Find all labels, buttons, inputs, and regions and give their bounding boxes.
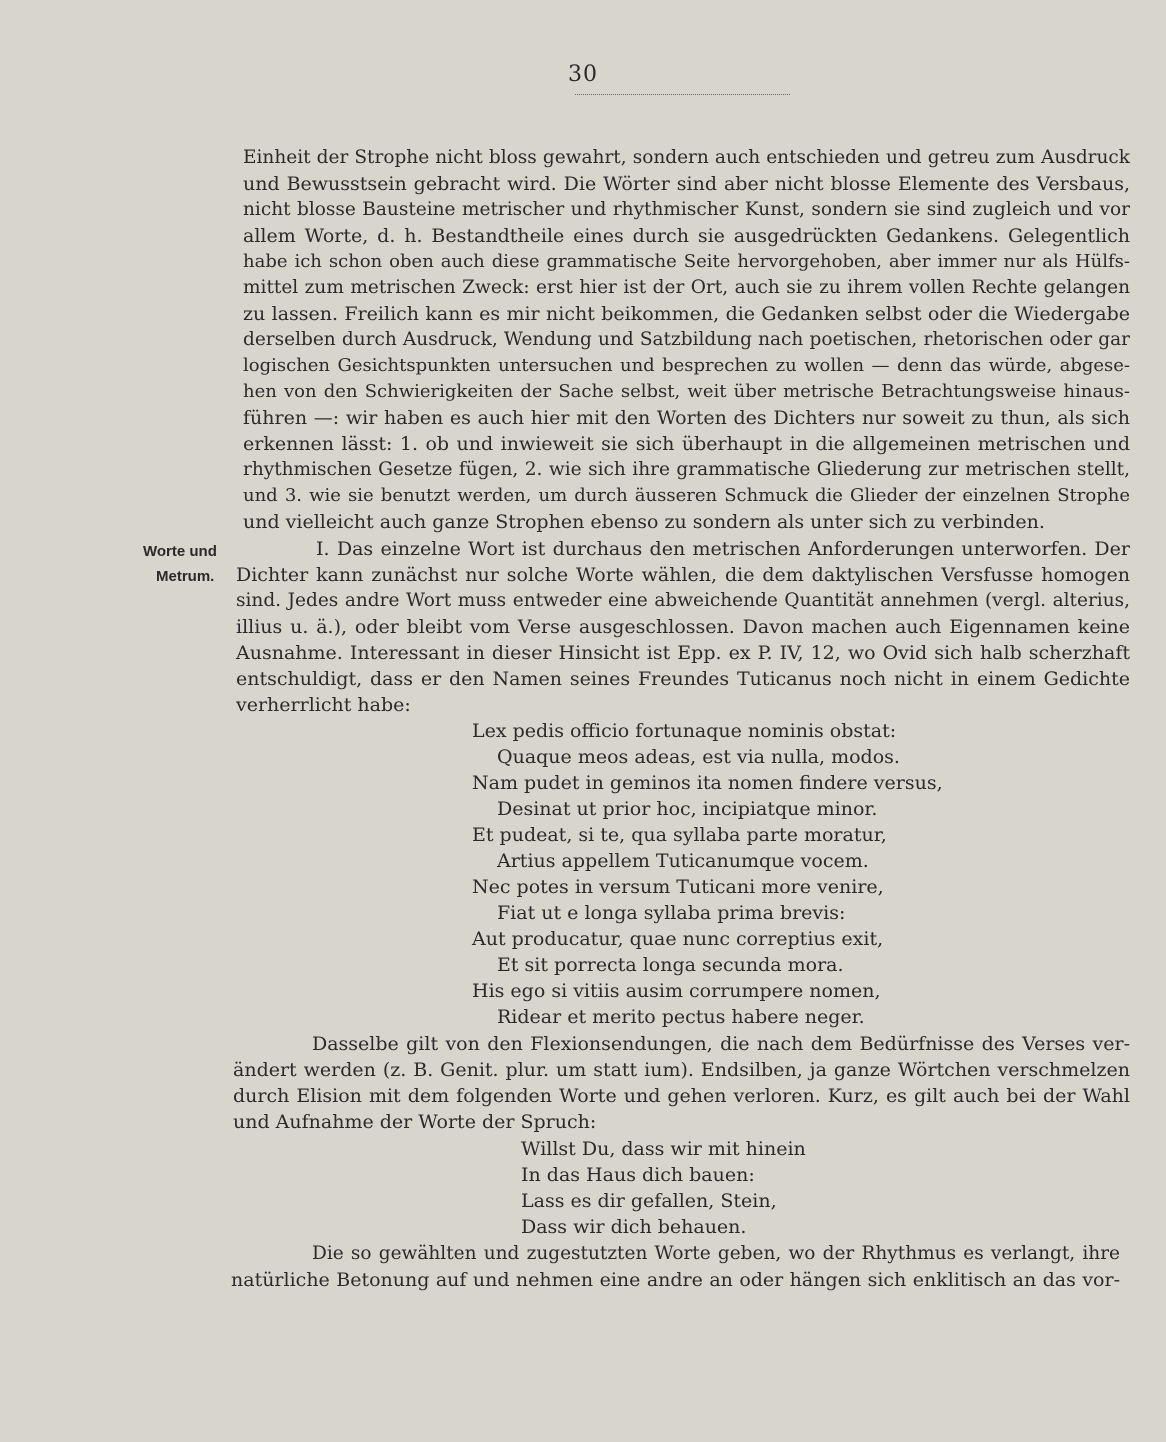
- text-line: hen von den Schwierigkeiten der Sache selbst, weit über metrische Betrachtungsweise hinaus-: [243, 381, 1130, 402]
- poem-line: Desinat ut prior hoc, incipiatque minor.: [497, 798, 878, 820]
- text-line: illius u. ä.), oder bleibt vom Verse ausgeschlossen. Davon machen auch Eigennamen keine: [236, 616, 1130, 638]
- text-line: Ausnahme. Interessant in dieser Hinsicht ist Epp. ex P. IV, 12, wo Ovid sich halb scherzhaft: [236, 642, 1130, 664]
- poem-line: His ego si vitiis ausim corrumpere nomen,: [472, 980, 881, 1002]
- poem-line: Et sit porrecta longa secunda mora.: [497, 954, 844, 976]
- header-rule: [575, 88, 790, 95]
- poem-line: Artius appellem Tuticanumque vocem.: [497, 850, 869, 872]
- text-line: führen —: wir haben es auch hier mit den Worten des Dichters nur soweit zu thun, als sich: [243, 407, 1130, 429]
- text-line: logischen Gesichtspunkten untersuchen und besprechen zu wollen — denn das würde, abgese-: [243, 355, 1130, 376]
- verse-line: Dass wir dich behauen.: [521, 1216, 747, 1238]
- text-line: Dichter kann zunächst nur solche Worte wählen, die dem daktylischen Versfusse homogen: [236, 564, 1130, 586]
- poem-line: Lex pedis officio fortunaque nominis obstat:: [472, 720, 897, 742]
- poem-line: Et pudeat, si te, qua syllaba parte moratur,: [472, 824, 887, 846]
- page-number: 30: [568, 62, 598, 87]
- poem-line: Nec potes in versum Tuticani more venire,: [472, 876, 884, 898]
- margin-note-line-2: Metrum.: [156, 568, 215, 585]
- text-line: I. Das einzelne Wort ist durchaus den metrischen Anforderungen unterworfen. Der: [316, 538, 1130, 560]
- text-line: zu lassen. Freilich kann es mir nicht beikommen, die Gedanken selbst oder die Wiedergabe: [243, 303, 1130, 325]
- text-line: und 3. wie sie benutzt werden, um durch äusseren Schmuck die Glieder der einzelnen Strophe: [243, 485, 1130, 506]
- verse-line: Lass es dir gefallen, Stein,: [521, 1190, 777, 1212]
- text-line: sind. Jedes andre Wort muss entweder eine abweichende Quantität annehmen (vergl. alterius,: [236, 590, 1130, 611]
- text-line: allem Worte, d. h. Bestandtheile eines durch sie ausgedrückten Gedankens. Gelegentlich: [243, 225, 1130, 247]
- text-line: habe ich schon oben auch diese grammatische Seite hervorgehoben, aber immer nur als Hülfs-: [243, 251, 1130, 272]
- poem-line: Fiat ut e longa syllaba prima brevis:: [497, 902, 846, 924]
- text-line: Die so gewählten und zugestutzten Worte geben, wo der Rhythmus es verlangt, ihre: [312, 1243, 1120, 1264]
- text-line: und Bewusstsein gebracht wird. Die Wörter sind aber nicht blosse Elemente des Versbaus,: [243, 173, 1130, 195]
- verse-line: Willst Du, dass wir mit hinein: [521, 1138, 806, 1160]
- text-line: erkennen lässt: 1. ob und inwieweit sie sich überhaupt in die allgemeinen metrischen und: [243, 433, 1130, 455]
- text-line: rhythmischen Gesetze fügen, 2. wie sich ihre grammatische Gliederung zur metrischen stellt,: [243, 459, 1130, 480]
- poem-line: Ridear et merito pectus habere neger.: [497, 1006, 865, 1028]
- text-line: nicht blosse Bausteine metrischer und rhythmischer Kunst, sondern sie sind zugleich und vor: [243, 199, 1130, 220]
- text-line: entschuldigt, dass er den Namen seines Freundes Tuticanus noch nicht in einem Gedichte: [236, 668, 1130, 690]
- text-line: mittel zum metrischen Zweck: erst hier ist der Ort, auch sie zu ihrem vollen Rechte gelangen: [243, 277, 1130, 298]
- text-line: derselben durch Ausdruck, Wendung und Satzbildung nach poetischen, rhetorischen oder gar: [243, 329, 1130, 350]
- text-line: Einheit der Strophe nicht bloss gewahrt, sondern auch entschieden und getreu zum Ausdruck: [243, 147, 1130, 168]
- margin-note-line-1: Worte und: [143, 543, 217, 560]
- verse-line: In das Haus dich bauen:: [521, 1164, 755, 1186]
- poem-line: Nam pudet in geminos ita nomen findere versus,: [472, 772, 943, 794]
- poem-line: Aut producatur, quae nunc correptius exit,: [472, 928, 884, 950]
- text-line: Dasselbe gilt von den Flexionsendungen, die nach dem Bedürfnisse des Verses ver-: [312, 1033, 1130, 1055]
- text-line: natürliche Betonung auf und nehmen eine andre an oder hängen sich enklitisch an das vor-: [231, 1269, 1120, 1291]
- text-line: durch Elision mit dem folgenden Worte und gehen verloren. Kurz, es gilt auch bei der Wahl: [233, 1085, 1130, 1107]
- text-line: und Aufnahme der Worte der Spruch:: [233, 1111, 597, 1133]
- text-line: ändert werden (z. B. Genit. plur. um statt ium). Endsilben, ja ganze Wörtchen verschmelzen: [233, 1059, 1130, 1081]
- text-line: verherrlicht habe:: [236, 694, 411, 716]
- poem-line: Quaque meos adeas, est via nulla, modos.: [497, 746, 900, 768]
- text-line: und vielleicht auch ganze Strophen ebenso zu sondern als unter sich zu verbinden.: [243, 511, 1045, 533]
